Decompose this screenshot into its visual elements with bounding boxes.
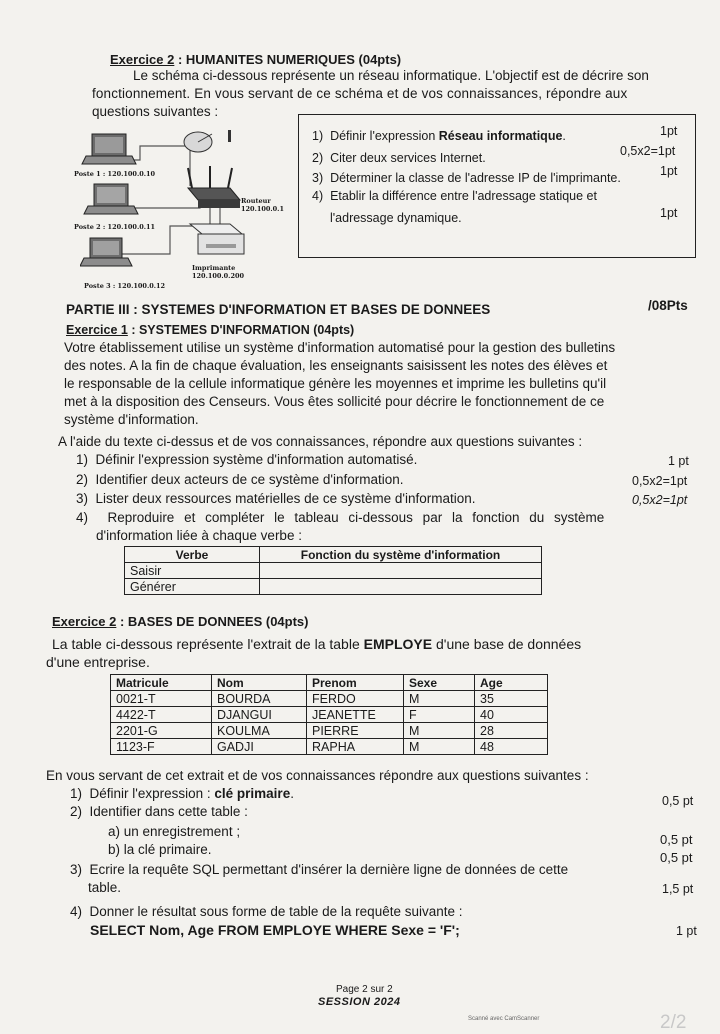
ex2-q2-num: 2): [312, 151, 324, 165]
ex2b-q4-text: Donner le résultat sous forme de table de la requête suivante :: [89, 904, 463, 919]
ex2-q2: [312, 150, 486, 166]
ex1-q3-points: 0,5x2=1pt: [632, 493, 688, 507]
ex2-q4: [312, 188, 597, 204]
ex2b-q1: [70, 786, 294, 802]
router-icon: [188, 166, 240, 208]
ex2b-intro-1: [52, 636, 581, 652]
ex2-q2-text: Citer deux services Internet.: [330, 151, 486, 165]
ex2-q3: [312, 170, 621, 186]
ex2b-q1-bold: clé primaire: [214, 786, 291, 801]
ex1-q2-num: 2): [76, 472, 89, 487]
ex2-q2-points: 0,5x2=1pt: [620, 144, 676, 158]
ex2b-q3: [70, 862, 568, 878]
poste2-label: Poste 2 : 120.100.0.11: [74, 223, 156, 231]
ex1-lead: A l'aide du texte ci-dessus et de vos connaissances, répondre aux questions suivantes :: [58, 434, 583, 449]
ex2-q1-bold: Réseau informatique: [438, 129, 563, 143]
table-row: [111, 723, 548, 739]
ex1-q1-num: 1): [76, 452, 89, 467]
ex2-q1-pre: Définir l'expression: [330, 129, 439, 143]
ex1-q2: [76, 472, 404, 488]
ex2b-intro-1c: d'une base de données: [432, 636, 582, 652]
prenom-cell: PIERRE: [307, 723, 404, 739]
ex2b-lead: En vous servant de cet extrait et de vos connaissances répondre aux questions suivantes :: [46, 768, 589, 783]
ex1-q1-text: Définir l'expression système d'information automatisé.: [95, 452, 418, 467]
ex1-q4-num: 4): [76, 510, 89, 525]
ex2b-q2-text: Identifier dans cette table :: [89, 804, 248, 819]
ex2b-q3-line2: table.: [88, 880, 122, 895]
matricule-cell: 4422-T: [111, 707, 212, 723]
ex2b-q3-points: 1,5 pt: [662, 882, 694, 896]
ex2-q4-text: Etablir la différence entre l'adressage statique et: [330, 189, 597, 203]
ex2b-q2: [70, 804, 248, 820]
ex2b-q1-pre: Définir l'expression :: [89, 786, 215, 801]
ex1-q3-text: Lister deux ressources matérielles de ce système d'information.: [95, 491, 476, 506]
ex2b-intro-1a: La table ci-dessous représente l'extrait de la table: [52, 636, 364, 652]
ex2b-title-rest: : BASES DE DONNEES (04pts): [116, 614, 309, 629]
employe-table: [110, 674, 548, 755]
page-number: Page 2 sur 2: [336, 984, 393, 995]
partie3-title: PARTIE III : SYSTEMES D'INFORMATION ET BASES DE DONNEES: [66, 302, 491, 317]
ex1-q1-points: 1 pt: [668, 454, 689, 468]
ex2-title-rest: : HUMANITES NUMERIQUES (04pts): [174, 52, 402, 67]
routeur-label-1: Routeur: [241, 197, 271, 205]
partie3-points: /08Pts: [648, 298, 688, 313]
fonction-header: Fonction du système d'information: [260, 547, 542, 563]
age-cell: 48: [475, 739, 548, 755]
ex2b-q2b-points: 0,5 pt: [660, 850, 693, 865]
scanner-watermark: Scanné avec CamScanner: [468, 1016, 540, 1022]
ex2b-intro-table-name: EMPLOYE: [363, 636, 433, 652]
ex2-q4-points: 1pt: [660, 206, 678, 220]
ex2-q1-post: .: [562, 129, 566, 143]
verbe-table: [124, 546, 542, 595]
nom-cell: KOULMA: [212, 723, 307, 739]
ex2b-q2a: a) un enregistrement ;: [108, 824, 241, 839]
ex1-text-5: système d'information.: [64, 412, 199, 427]
fonction-cell: [260, 579, 542, 595]
imprimante-label-1: Imprimante: [192, 264, 236, 272]
ex2-q4-num: 4): [312, 189, 324, 203]
ex2b-q3-num: 3): [70, 862, 83, 877]
ex2-intro-1: Le schéma ci-dessous représente un réseau informatique. L'objectif est de décrire son: [133, 68, 649, 83]
ex1-q1: [76, 452, 417, 468]
prenom-cell: RAPHA: [307, 739, 404, 755]
nom-cell: DJANGUI: [212, 707, 307, 723]
session-label: SESSION 2024: [318, 996, 401, 1008]
ex2-q1-points: 1pt: [660, 124, 678, 138]
table-row: [111, 691, 548, 707]
poste1-laptop-icon: [82, 134, 136, 164]
sexe-header: Sexe: [404, 675, 475, 691]
ex2b-q4-num: 4): [70, 904, 83, 919]
ex2b-q3-text: Ecrire la requête SQL permettant d'insérer la dernière ligne de données de cette: [89, 862, 569, 877]
ex2-title: [110, 52, 401, 68]
verbe-table-header: [125, 547, 542, 563]
ex1-q3: [76, 491, 476, 507]
employe-table-header: [111, 675, 548, 691]
ex2-q1-num: 1): [312, 129, 324, 143]
ex1-text-2: des notes. A la fin de chaque évaluation, les enseignants saisissent les notes des élèves et: [64, 358, 608, 373]
ex2b-q1-post: .: [290, 786, 294, 801]
poste1-label: Poste 1 : 120.100.0.10: [74, 170, 156, 178]
ex1-title-rest: : SYSTEMES D'INFORMATION (04pts): [127, 323, 355, 337]
prenom-cell: JEANETTE: [307, 707, 404, 723]
ex2-q3-points: 1pt: [660, 164, 678, 178]
ex1-q2-text: Identifier deux acteurs de ce système d'information.: [95, 472, 404, 487]
ex2b-q2b: b) la clé primaire.: [108, 842, 212, 857]
ex2b-q4: [70, 904, 463, 920]
table-row: [111, 707, 548, 723]
poste3-label: Poste 3 : 120.100.0.12: [84, 282, 166, 290]
table-row: [125, 579, 542, 595]
ex1-q4-text: Reproduire et compléter le tableau ci-dessous par la fonction du système: [107, 510, 605, 525]
satellite-dish-icon: [184, 130, 231, 152]
verbe-cell: Générer: [125, 579, 260, 595]
ex2-q3-num: 3): [312, 171, 324, 185]
nom-header: Nom: [212, 675, 307, 691]
table-row: [111, 739, 548, 755]
matricule-header: Matricule: [111, 675, 212, 691]
poste3-laptop-icon: [80, 238, 132, 266]
matricule-cell: 2201-G: [111, 723, 212, 739]
ex2b-sql-query: SELECT Nom, Age FROM EMPLOYE WHERE Sexe = 'F';: [90, 922, 460, 938]
matricule-cell: 0021-T: [111, 691, 212, 707]
printer-icon: [190, 224, 244, 254]
poste2-laptop-icon: [84, 184, 138, 214]
ex2-intro-3: questions suivantes :: [92, 104, 219, 119]
prenom-cell: FERDO: [307, 691, 404, 707]
verbe-header: Verbe: [125, 547, 260, 563]
age-cell: 40: [475, 707, 548, 723]
sexe-cell: M: [404, 739, 475, 755]
nom-cell: GADJI: [212, 739, 307, 755]
ex1-title: [66, 322, 354, 338]
ex1-q4: [76, 510, 604, 526]
ex1-q3-num: 3): [76, 491, 89, 506]
verbe-cell: Saisir: [125, 563, 260, 579]
fonction-cell: [260, 563, 542, 579]
imprimante-label-2: 120.100.0.200: [192, 272, 245, 280]
sexe-cell: M: [404, 723, 475, 739]
page-count: 2/2: [660, 1012, 687, 1033]
ex2-q3-text: Déterminer la classe de l'adresse IP de l'imprimante.: [330, 171, 621, 185]
table-row: [125, 563, 542, 579]
age-cell: 35: [475, 691, 548, 707]
ex2-q1: [312, 128, 566, 144]
ex2b-q2-num: 2): [70, 804, 83, 819]
ex1-text-4: met à la disposition des Censeurs. Vous êtes sollicité pour décrire le fonctionnement de ce: [64, 394, 605, 409]
age-header: Age: [475, 675, 548, 691]
ex1-title-prefix: Exercice 1: [66, 323, 128, 337]
ex2b-q1-num: 1): [70, 786, 83, 801]
ex2b-intro-2: d'une entreprise.: [46, 654, 150, 670]
age-cell: 28: [475, 723, 548, 739]
sexe-cell: F: [404, 707, 475, 723]
ex2b-title: [52, 614, 309, 630]
sexe-cell: M: [404, 691, 475, 707]
ex2b-title-prefix: Exercice 2: [52, 614, 117, 629]
ex1-text-1: Votre établissement utilise un système d'information automatisé pour la gestion des bulletins: [64, 340, 616, 355]
ex2b-q4-points: 1 pt: [676, 924, 697, 938]
routeur-label-2: 120.100.0.1: [241, 205, 284, 213]
ex2b-q1-points: 0,5 pt: [662, 794, 694, 808]
matricule-cell: 1123-F: [111, 739, 212, 755]
ex2-q4-line2: l'adressage dynamique.: [330, 211, 462, 225]
ex1-text-3: le responsable de la cellule informatique génère les moyennes et imprime les bulletins qu'il: [64, 376, 607, 391]
ex2-intro-2: fonctionnement. En vous servant de ce schéma et de vos connaissances, répondre aux: [92, 86, 628, 101]
ex2-title-prefix: Exercice 2: [110, 52, 175, 67]
ex2b-q2a-points: 0,5 pt: [660, 832, 693, 847]
prenom-header: Prenom: [307, 675, 404, 691]
ex1-q2-points: 0,5x2=1pt: [632, 474, 688, 488]
ex1-q4-line2: d'information liée à chaque verbe :: [96, 528, 302, 543]
nom-cell: BOURDA: [212, 691, 307, 707]
